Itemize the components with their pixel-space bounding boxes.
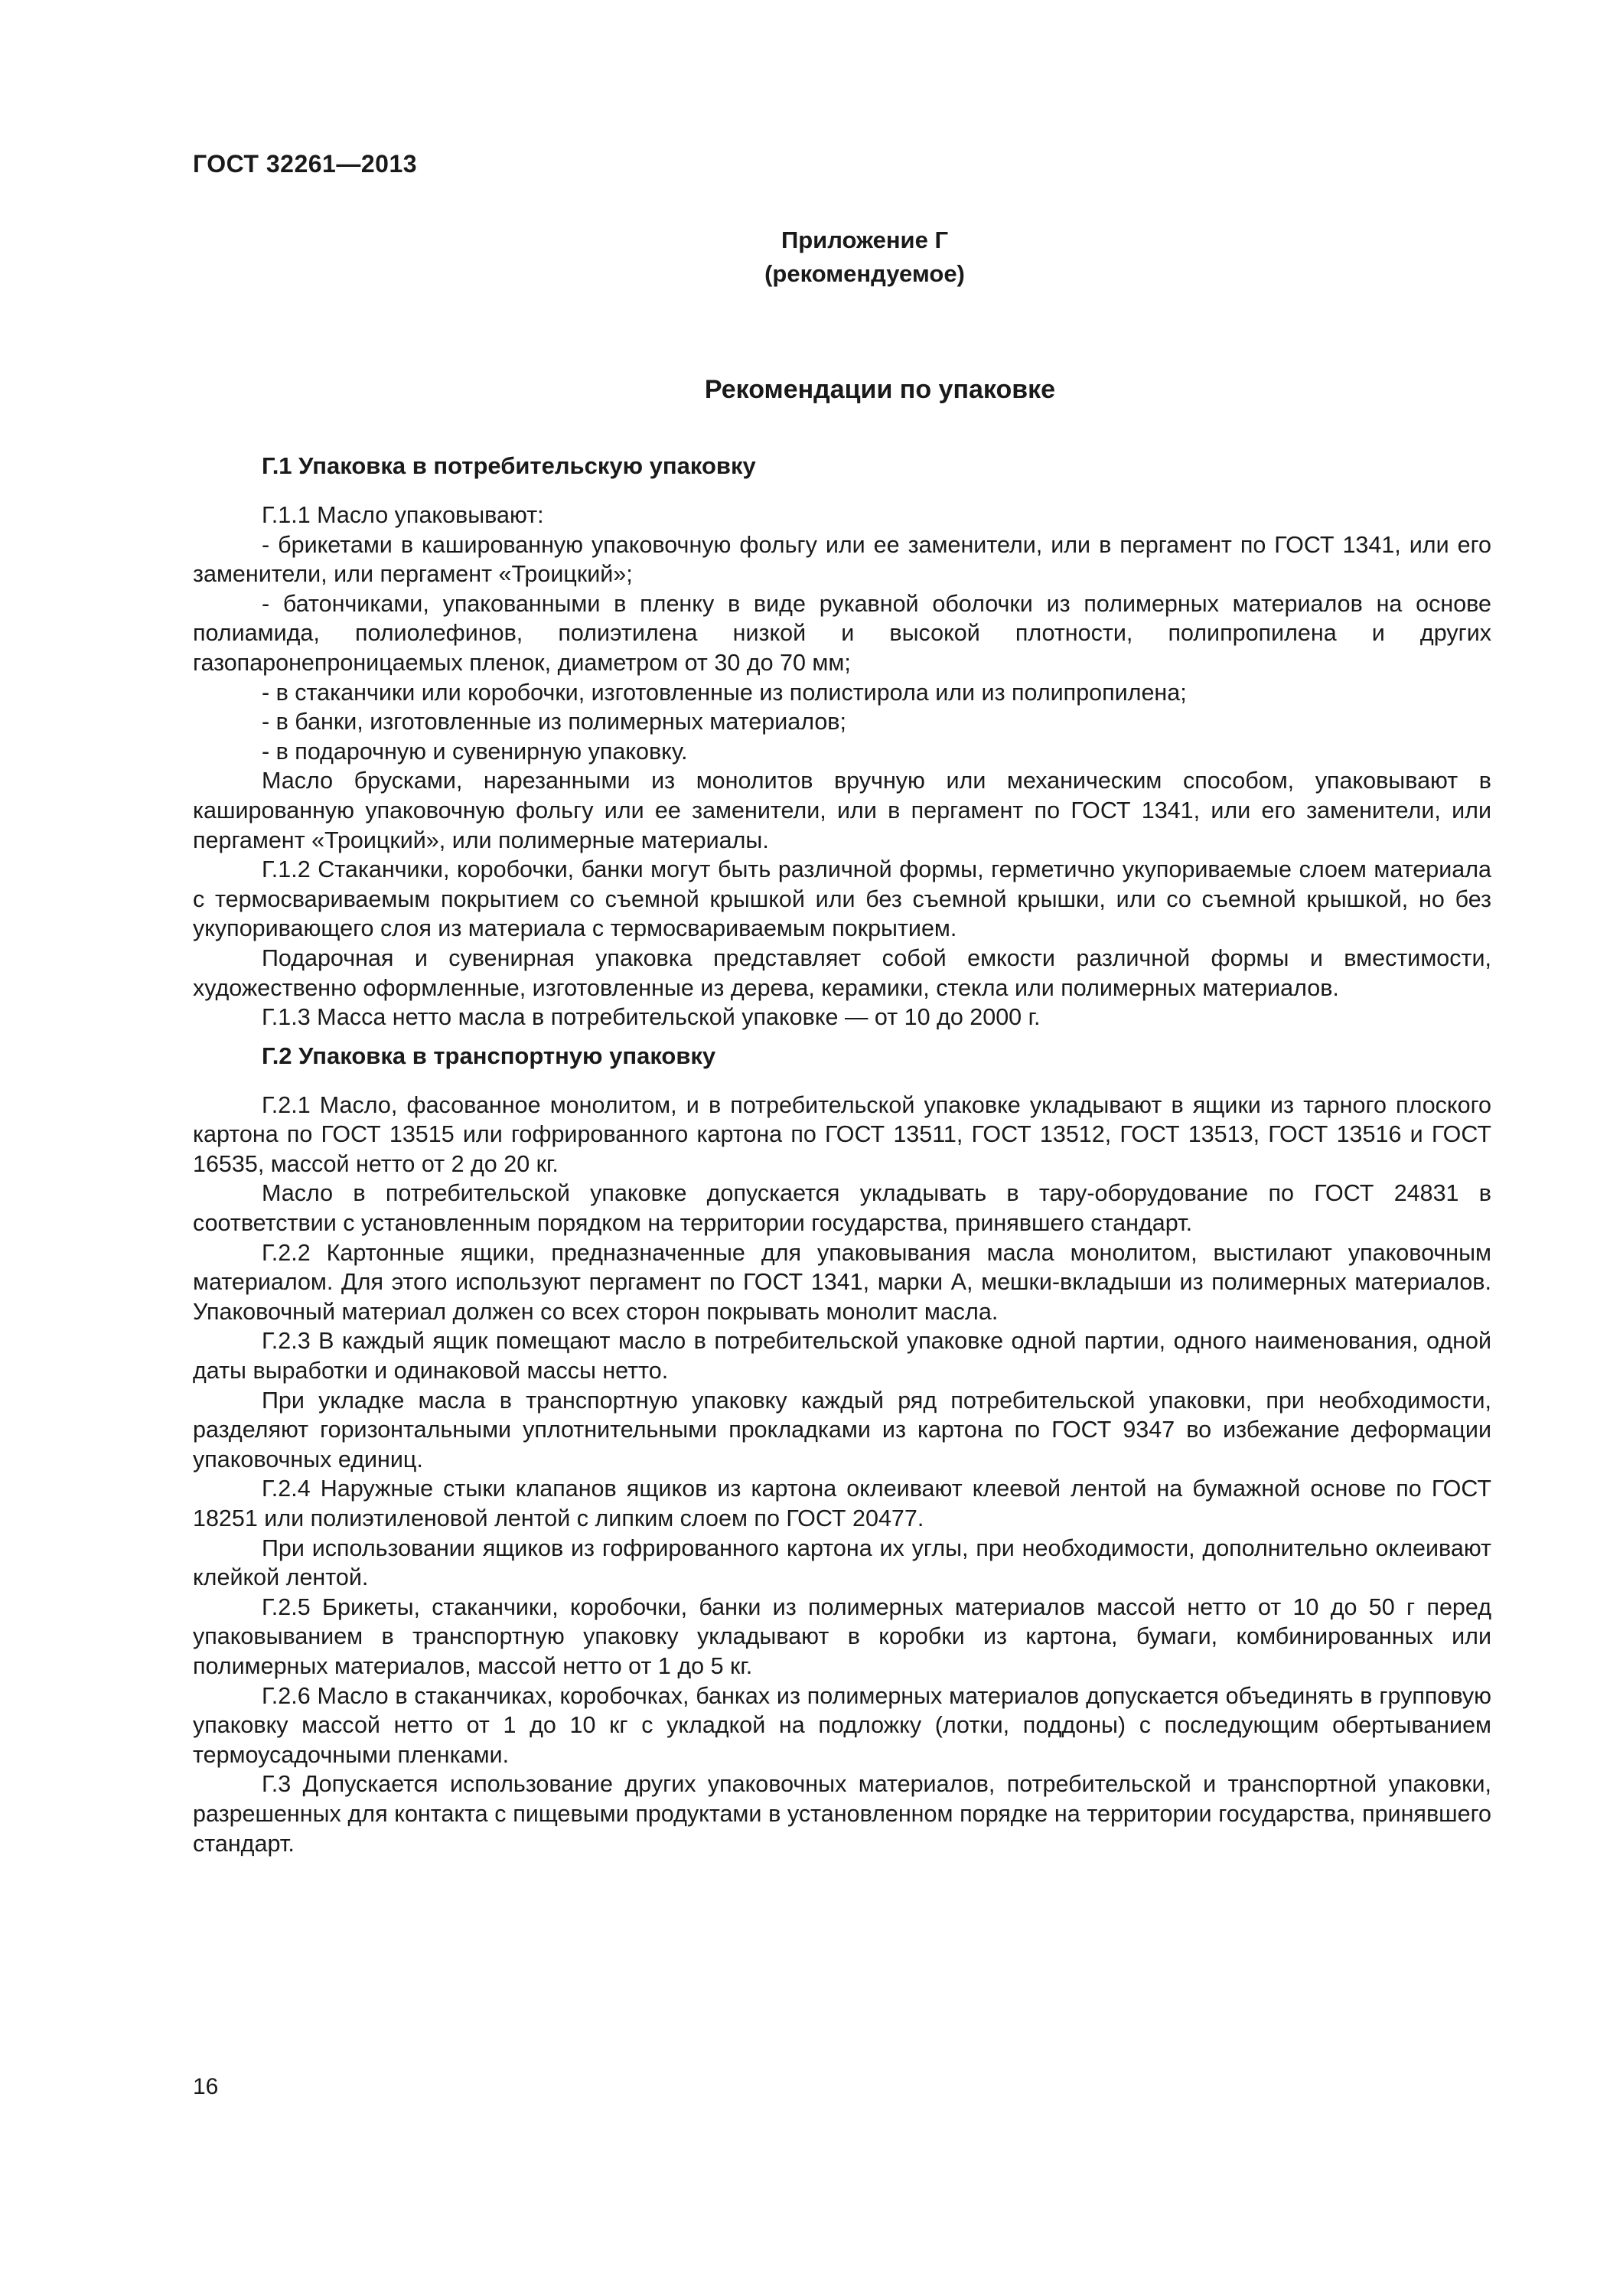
paragraph: Г.2.6 Масло в стаканчиках, коробочках, банках из полимерных материалов допускается объединять в групповую упаковку массой нетто от 1 до 10 кг с укладкой на подложку (лотки, поддоны) с последующим обертыванием термоусадочными пленками. — [193, 1682, 1491, 1768]
page-number: 16 — [193, 2074, 219, 2099]
paragraph: Г.2.5 Брикеты, стаканчики, коробочки, банки из полимерных материалов массой нетто от 10 до 50 г перед упаковыванием в транспортную упаковку укладывают в коробки из картона, бумаги, комбинированных или полимерных материалов, массой нетто от 1 до 5 кг. — [193, 1593, 1491, 1679]
paragraph: Подарочная и сувенирная упаковка представляет собой емкости различной формы и вместимости, художественно оформленные, изготовленные из дерева, керамики, стекла или полимерных материалов. — [193, 944, 1491, 1001]
page-title: Рекомендации по упаковке — [704, 375, 1056, 404]
section-heading-2: Г.2 Упаковка в транспортную упаковку — [262, 1042, 716, 1069]
paragraph: Масло в потребительской упаковке допускается укладывать в тару-оборудование по ГОСТ 24831 в соответствии с установленным порядком на территории государства, принявшего стандарт. — [193, 1180, 1491, 1237]
annex-status: (рекомендуемое) — [764, 260, 965, 287]
paragraph: При использовании ящиков из гофрированного картона их углы, при необходимости, дополнительно оклеивают клейкой лентой. — [193, 1534, 1491, 1591]
section-heading-1: Г.1 Упаковка в потребительскую упаковку — [262, 452, 756, 479]
annex-label — [735, 223, 995, 291]
document-id: ГОСТ 32261—2013 — [193, 150, 418, 178]
paragraph: Г.2.1 Масло, фасованное монолитом, и в потребительской упаковке укладывают в ящики из тарного плоского картона по ГОСТ 13515 или гофрированного картона по ГОСТ 13511, ГОСТ 13512, ГОСТ 13513, ГОСТ 13516 и ГОСТ 16535, массой нетто от 2 до 20 кг. — [193, 1091, 1491, 1177]
annex-title: Приложение Г — [781, 227, 949, 253]
paragraph: Г.2.4 Наружные стыки клапанов ящиков из картона оклеивают клеевой лентой на бумажной основе по ГОСТ 18251 или полиэтиленовой лентой с липким слоем по ГОСТ 20477. — [193, 1476, 1491, 1531]
paragraph: Г.1.3 Масса нетто масла в потребительской упаковке — от 10 до 2000 г. — [262, 1004, 1041, 1031]
paragraph: Г.2.3 В каждый ящик помещают масло в потребительской упаковке одной партии, одного наименования, одной даты выработки и одинаковой массы нетто. — [193, 1328, 1491, 1384]
paragraph: - в банки, изготовленные из полимерных материалов; — [262, 709, 846, 735]
paragraph: Г.2.2 Картонные ящики, предназначенные для упаковывания масла монолитом, выстилают упаковочным материалом. Для этого используют пергамент по ГОСТ 1341, марки А, мешки-вкладыши из полимерных материалов. Упаковочный материал должен со всех сторон покрывать монолит масла. — [193, 1239, 1491, 1325]
paragraph: - брикетами в кашированную упаковочную фольгу или ее заменители, или в пергамент по ГОСТ 1341, или его заменители, или пергамент «Троицкий»; — [193, 531, 1491, 588]
paragraph: Масло брусками, нарезанными из монолитов вручную или механическим способом, упаковывают в кашированную упаковочную фольгу или ее заменители, или в пергамент по ГОСТ 1341, или его заменители, или пергамент «Троицкий», или полимерные материалы. — [193, 768, 1491, 853]
paragraph: Г.3 Допускается использование других упаковочных материалов, потребительской и транспортной упаковки, разрешенных для контакта с пищевыми продуктами в установленном порядке на территории государства, принявшего стандарт. — [193, 1771, 1491, 1857]
paragraph: Г.1.1 Масло упаковывают: — [262, 502, 544, 528]
paragraph: - батончиками, упакованными в пленку в виде рукавной оболочки из полимерных материалов на основе полиамида, полиолефинов, полиэтилена низкой и высокой плотности, полипропилена и других газопаронепроницаемых пленок, диаметром от 30 до 70 мм; — [193, 590, 1491, 676]
document-body — [193, 452, 1491, 1858]
paragraph: - в стаканчики или коробочки, изготовленные из полистирола или из полипропилена; — [262, 679, 1187, 706]
paragraph: Г.1.2 Стаканчики, коробочки, банки могут быть различной формы, герметично укупориваемые слоем материала с термосвариваемым покрытием со съемной крышкой или без съемной крышки, или со съемной крышкой, но без укупоривающего слоя из материала с термосвариваемым покрытием. — [193, 856, 1491, 942]
paragraph: При укладке масла в транспортную упаковку каждый ряд потребительской упаковки, при необходимости, разделяют горизонтальными уплотнительными прокладками из картона по ГОСТ 9347 во избежание деформации упаковочных единиц. — [193, 1387, 1491, 1473]
paragraph: - в подарочную и сувенирную упаковку. — [262, 738, 688, 765]
